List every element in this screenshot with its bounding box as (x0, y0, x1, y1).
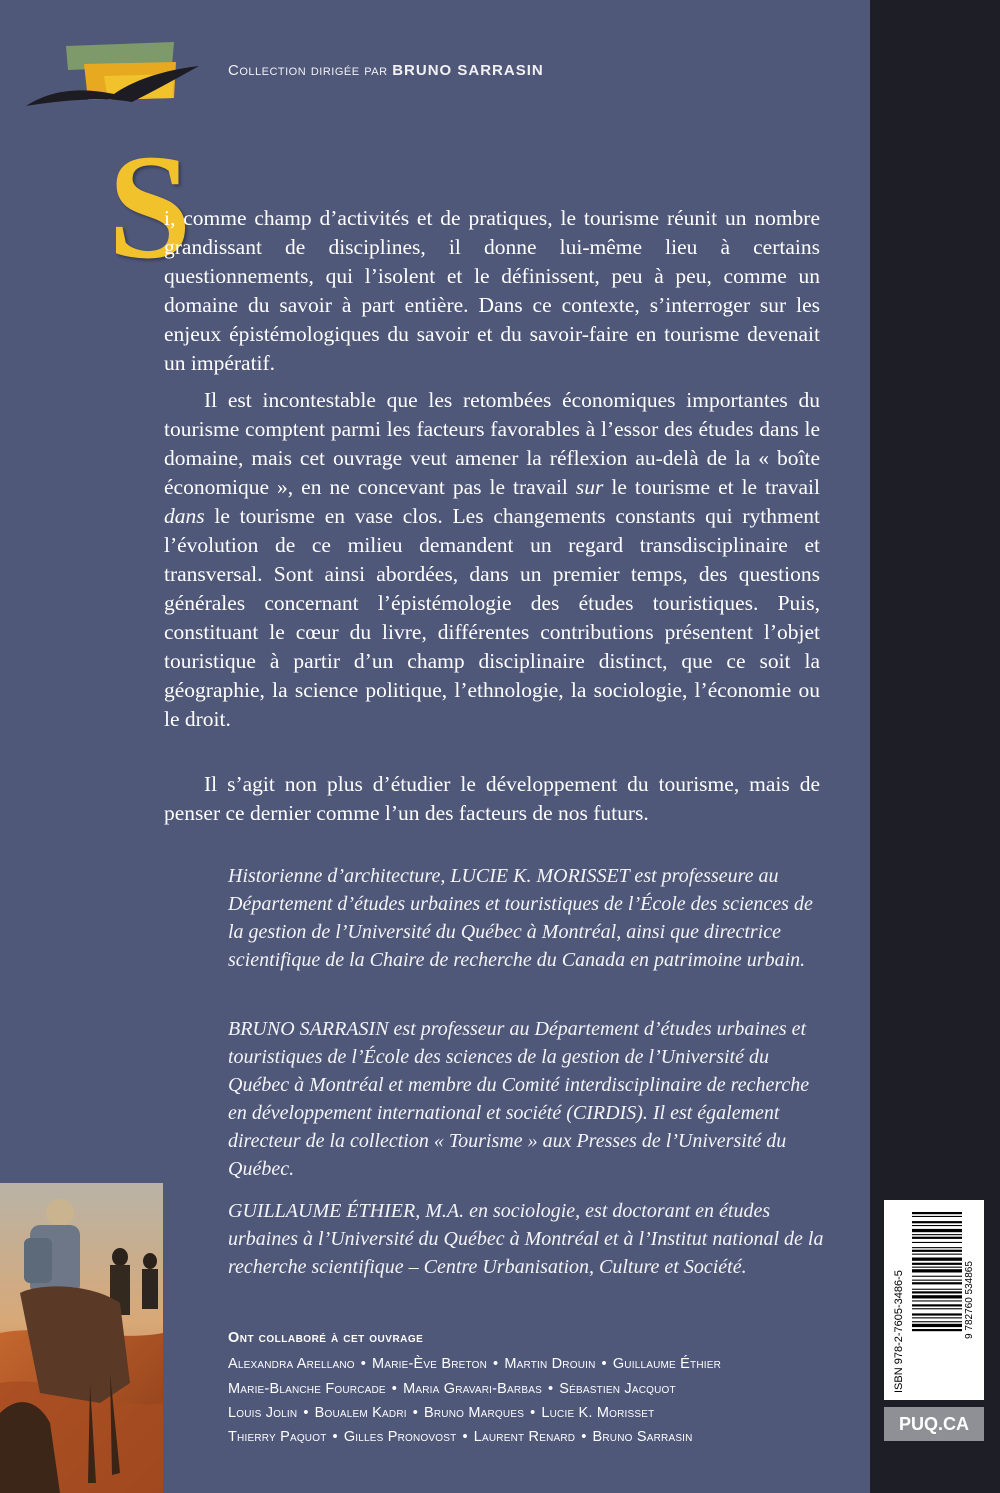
collaborator-separator: • (530, 1405, 536, 1421)
collaborator-name: Bruno Sarrasin (592, 1429, 693, 1445)
collaborators-line-3 (228, 1405, 654, 1421)
collaborator-name: Marie-Ève Breton (372, 1356, 488, 1372)
intro-paragraph-1: i, comme champ d’activités et de pratiques, le tourisme réunit un nombre grandissant de disciplines, il donne lui-même lieu à certains questionnements, qui l’isolent et le définissent, peu à peu, comme un domaine du savoir à part entière. Dans ce contexte, s’interroger sur les enjeux épistémologiques du savoir et du savoir-faire en tourisme devenait un impératif. (164, 206, 820, 375)
collaborator-separator: • (493, 1356, 499, 1372)
author-bio-sarrasin: BRUNO SARRASIN est professeur au Département d’études urbaines et touristiques de l’École des sciences de la gestion de l’Université du Québec à Montréal et membre du Comité interdisciplinaire de recherche en développement international et société (CIRDIS). Il est également directeur de la collection « Tourisme » aux Presses de l’Université du Québec. (228, 1018, 810, 1180)
collaborators-line-1 (228, 1356, 721, 1372)
collaborator-name: Louis Jolin (228, 1405, 298, 1421)
publisher-badge: PUQ.CA (884, 1407, 984, 1441)
collaborator-separator: • (601, 1356, 607, 1372)
collaborator-name: Alexandra Arellano (228, 1356, 355, 1372)
collection-director-line (228, 62, 544, 79)
collaborator-separator: • (462, 1429, 468, 1445)
collaborator-separator: • (360, 1356, 367, 1372)
para2-part-a: Il est incontestable que les retombées économiques importantes du tourisme comptent parmi les facteurs favorables à l’essor des études dans le domaine, mais cet ouvrage veut amener la réflexion au-delà de la « boîte économique », en ne concevant pas le travail (164, 388, 820, 499)
collaborators-line-2 (228, 1381, 676, 1397)
collaborator-name: Bruno Marques (424, 1405, 525, 1421)
isbn-label: ISBN 978-2-7605-3486-5 (893, 1270, 905, 1393)
collaborator-name: Boualem Kadri (314, 1405, 407, 1421)
collaborator-name: Marie-Blanche Fourcade (228, 1381, 386, 1397)
barcode-icon (912, 1210, 978, 1390)
collaborator-name: Lucie K. Morisset (541, 1405, 655, 1421)
para2-part-c: le tourisme en vase clos. Les changements constants qui rythment l’évolution de ce milieu demandent un regard transdisciplinaire et transversal. Sont ainsi abordées, dans un premier temps, des questions générales concernant l’épistémologie des études touristiques. Puis, constituant le cœur du livre, différentes contributions présentent l’objet touristique à partir d’un champ disciplinaire distinct, que ce soit la géographie, la science politique, l’ethnologie, la sociologie, l’économie ou le droit. (164, 504, 820, 731)
collection-director: BRUNO SARRASIN (392, 62, 544, 79)
collaborator-name: Gilles Pronovost (343, 1429, 457, 1445)
collaborator-name: Maria Gravari-Barbas (403, 1381, 542, 1397)
collaborator-name: Martin Drouin (504, 1356, 596, 1372)
collaborator-name: Guillaume Éthier (612, 1356, 722, 1372)
collaborator-separator: • (303, 1405, 309, 1421)
collection-prefix: Collection dirigée par (228, 62, 388, 79)
collaborator-name: Laurent Renard (473, 1429, 576, 1445)
collaborator-name: Sébastien Jacquot (559, 1381, 676, 1397)
para2-italic-sur: sur (575, 475, 604, 499)
para2-part-b: le tourisme et le travail (603, 475, 820, 499)
author-bio-morisset: Historienne d’architecture, LUCIE K. MORISSET est professeure au Département d’études urbaines et touristiques de l’École des sciences de la gestion de l’Université du Québec à Montréal, ainsi que directrice scientifique de la Chaire de recherche du Canada en patrimoine urbain. (228, 865, 813, 971)
collection-logo (24, 36, 204, 116)
collaborator-name: Thierry Paquot (228, 1429, 327, 1445)
collaborator-separator: • (547, 1381, 554, 1397)
desert-caravan-photo (0, 1183, 163, 1493)
intro-paragraph-3: Il s’agit non plus d’étudier le développement du tourisme, mais de penser ce dernier comme l’un des facteurs de nos futurs. (164, 772, 820, 825)
collaborators-line-4 (228, 1429, 693, 1445)
collaborator-separator: • (391, 1381, 398, 1397)
collaborator-separator: • (581, 1429, 587, 1445)
collaborator-separator: • (332, 1429, 338, 1445)
collaborator-separator: • (412, 1405, 419, 1421)
para2-italic-dans: dans (164, 504, 205, 528)
barcode-digits: 9 782760 534865 (964, 1261, 975, 1339)
intro-paragraph-2 (164, 386, 820, 734)
collaborators-heading: Ont collaboré à cet ouvrage (228, 1330, 424, 1346)
drop-cap: S (108, 124, 192, 290)
author-bio-ethier: GUILLAUME ÉTHIER, M.A. en sociologie, est doctorant en études urbaines à l’Université du Québec à Montréal et à l’Institut national de la recherche scientifique – Centre Urbanisation, Culture et Société. (228, 1200, 824, 1278)
